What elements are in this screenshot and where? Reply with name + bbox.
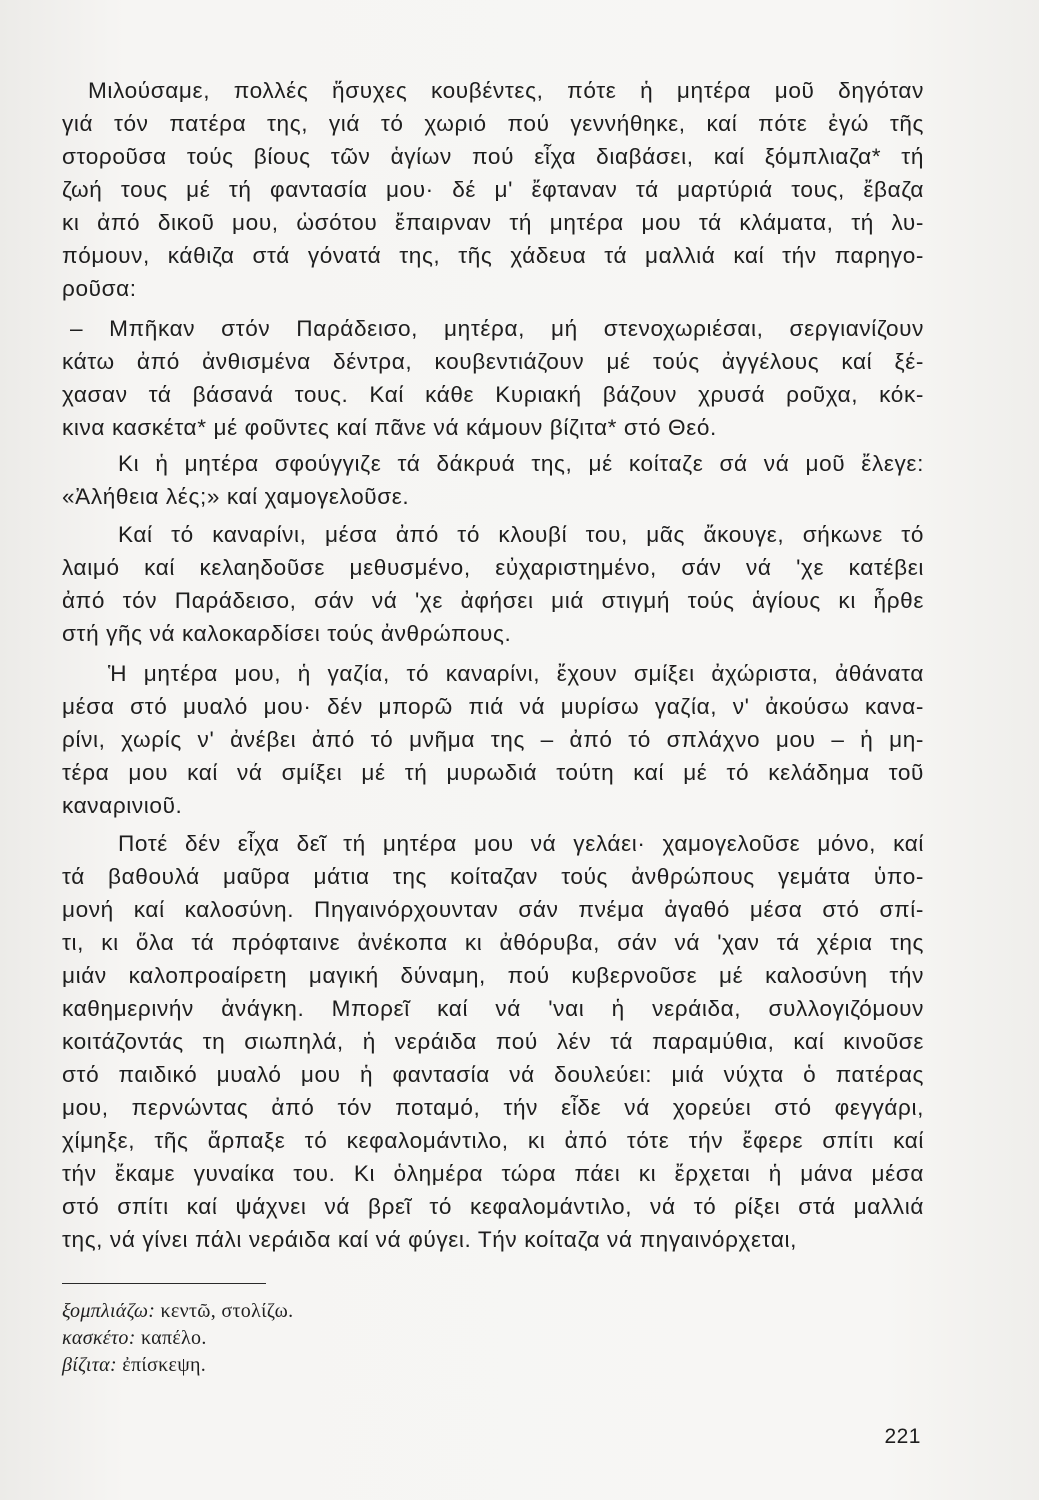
text-line-content: Ποτέ δέν εἶχα δεῖ τή μητέρα μου νά γελάει· χαμογελοῦσε μόνο, καί <box>118 831 924 856</box>
text-line <box>62 694 924 724</box>
text-line-content: Μιλούσαμε, πολλές ἥσυχες κουβέντες, πότε ἡ μητέρα μοῦ δηγόταν <box>88 78 924 103</box>
text-line-content: μέσα στό μυαλό μου· δέν μπορῶ πιά νά μυρίσω γαζία, ν' ἀκούσω κανα- <box>62 694 924 719</box>
footnote-divider <box>62 1283 266 1284</box>
text-line <box>62 864 924 894</box>
text-line <box>62 1194 924 1224</box>
text-line-content: τά βαθουλά μαῦρα μάτια της κοίταζαν τούς ἀνθρώπους γεμάτα ὑπο- <box>62 864 924 889</box>
text-line-content: – Μπῆκαν στόν Παράδεισο, μητέρα, μή στενοχωριέσαι, σεργιανίζουν <box>70 316 924 341</box>
text-line <box>62 1062 924 1092</box>
text-line <box>62 484 409 514</box>
footnotes <box>62 1298 293 1379</box>
text-line-content: μου, περνώντας ἀπό τόν ποταμό, τήν εἶδε νά χορεύει στό φεγγάρι, <box>62 1095 924 1120</box>
footnote-term: βίζιτα: <box>62 1354 117 1376</box>
text-line-content: ρίνι, χωρίς ν' ἀνέβει ἀπό τό μνῆμα της – ἀπό τό σπλάχνο μου – ἡ μη- <box>62 727 924 752</box>
footnote-term: ξομπλιάζω: <box>62 1300 156 1322</box>
text-line <box>118 522 924 552</box>
text-line-content: κοιτάζοντάς τη σιωπηλά, ἡ νεράιδα πού λέν τά παραμύθια, καί κινοῦσε <box>62 1029 924 1054</box>
text-line-content: μιάν καλοπροαίρετη μαγική δύναμη, πού κυβερνοῦσε μέ καλοσύνη τήν <box>62 963 924 988</box>
text-line <box>118 831 924 861</box>
footnote-item <box>62 1298 293 1325</box>
text-line-content: κινα κασκέτα* μέ φοῦντες καί πᾶνε νά κάμουν βίζιτα* στό Θεό. <box>62 415 717 440</box>
text-line-content: μονή καί καλοσύνη. Πηγαινόρχουνταν σάν πνέμα ἀγαθό μέσα στό σπί- <box>62 897 924 922</box>
text-line <box>118 451 924 481</box>
text-line-content: καθημερινήν ἀνάγκη. Μπορεῖ καί νά 'ναι ἡ νεράιδα, συλλογιζόμουν <box>62 996 924 1021</box>
text-line <box>62 930 924 960</box>
text-line-content: καναρινιοῦ. <box>62 793 183 818</box>
text-line <box>62 111 924 141</box>
text-line-content: στή γῆς νά καλοκαρδίσει τούς ἀνθρώπους. <box>62 621 512 646</box>
footnote-definition: ἐπίσκεψη. <box>122 1354 207 1376</box>
text-line <box>62 621 511 651</box>
text-line-content: λαιμό καί κελαηδοῦσε μεθυσμένο, εὐχαριστημένο, σάν νά 'χε κατέβει <box>62 555 924 580</box>
text-line-content: «Ἀλήθεια λές;» καί χαμογελοῦσε. <box>62 484 410 509</box>
text-line-content: γιά τόν πατέρα της, γιά τό χωριό πού γεννήθηκε, καί πότε ἐγώ τῆς <box>62 111 924 136</box>
footnote-definition: κεντῶ, στολίζω. <box>160 1300 294 1322</box>
text-line-content: ζωή τους μέ τή φαντασία μου· δέ μ' ἔφταναν τά μαρτύριά τους, ἔβαζα <box>62 177 924 202</box>
text-line <box>62 793 182 823</box>
text-line <box>62 1227 797 1257</box>
text-line-content: κι ἀπό δικοῦ μου, ὡσότου ἔπαιρναν τή μητέρα μου τά κλάματα, τή λυ- <box>62 210 924 235</box>
text-line-content: τέρα μου καί νά σμίξει μέ τή μυρωδιά τούτη καί μέ τό κελάδημα τοῦ <box>62 760 924 785</box>
text-line-content: κάτω ἀπό ἀνθισμένα δέντρα, κουβεντιάζουν μέ τούς ἀγγέλους καί ξέ- <box>62 349 924 374</box>
text-line-content: χασαν τά βάσανά τους. Καί κάθε Κυριακή βάζουν χρυσά ροῦχα, κόκ- <box>62 382 924 407</box>
text-line-content: χίμηξε, τῆς ἅρπαξε τό κεφαλομάντιλο, κι ἀπό τότε τήν ἔφερε σπίτι καί <box>62 1128 924 1153</box>
text-line <box>62 276 137 306</box>
text-line <box>62 1128 924 1158</box>
text-line-content: τήν ἔκαμε γυναίκα του. Κι ὁλημέρα τώρα πάει κι ἔρχεται ἡ μάνα μέσα <box>62 1161 924 1186</box>
text-line-content: στό σπίτι καί ψάχνει νά βρεῖ τό κεφαλομάντιλο, νά τό ρίξει στά μαλλιά <box>62 1194 924 1219</box>
text-line-content: τι, κι ὅλα τά πρόφταινε ἀνέκοπα κι ἀθόρυβα, σάν νά 'χαν τά χέρια της <box>62 930 924 955</box>
text-line <box>62 727 924 757</box>
text-line <box>62 897 924 927</box>
text-line <box>62 144 924 174</box>
footnote-item <box>62 1325 293 1352</box>
text-line-content: της, νά γίνει πάλι νεράιδα καί νά φύγει. Τήν κοίταζα νά πηγαινόρχεται, <box>62 1227 798 1252</box>
footnote-term: κασκέτο: <box>62 1327 136 1349</box>
text-line-content: πόμουν, κάθιζα στά γόνατά της, τῆς χάδευα τά μαλλιά καί τήν παρηγο- <box>62 243 924 268</box>
text-line-content: Ἡ μητέρα μου, ἡ γαζία, τό καναρίνι, ἔχουν σμίξει ἀχώριστα, ἀθάνατα <box>108 661 924 686</box>
text-line <box>62 382 924 412</box>
text-line <box>62 760 924 790</box>
text-line-content: Κι ἡ μητέρα σφούγγιζε τά δάκρυά της, μέ κοίταζε σά νά μοῦ ἔλεγε: <box>118 451 924 476</box>
text-line <box>62 177 924 207</box>
text-line <box>88 78 924 108</box>
text-line <box>62 415 717 445</box>
text-line <box>62 243 924 273</box>
text-line <box>62 555 924 585</box>
text-line-content: Καί τό καναρίνι, μέσα ἀπό τό κλουβί του, μᾶς ἄκουγε, σήκωνε τό <box>118 522 924 547</box>
text-line-content: στοροῦσα τούς βίους τῶν ἁγίων πού εἶχα διαβάσει, καί ξόμπλιαζα* τή <box>62 144 924 169</box>
text-line-content: ἀπό τόν Παράδεισο, σάν νά 'χε ἀφήσει μιά στιγμή τούς ἁγίους κι ἦρθε <box>62 588 924 613</box>
text-line-content: ροῦσα: <box>62 276 137 301</box>
text-line <box>108 661 924 691</box>
page-number: 221 <box>884 1425 921 1448</box>
text-line <box>62 349 924 379</box>
footnote-item <box>62 1352 293 1379</box>
footnote-definition: καπέλο. <box>140 1327 207 1349</box>
text-line <box>62 210 924 240</box>
text-line-content: στό παιδικό μυαλό μου ἡ φαντασία νά δουλεύει: μιά νύχτα ὁ πατέρας <box>62 1062 924 1087</box>
text-line <box>62 996 924 1026</box>
text-line <box>70 316 924 346</box>
text-line <box>62 588 924 618</box>
text-line <box>62 1029 924 1059</box>
text-line <box>62 1161 924 1191</box>
text-line <box>62 1095 924 1125</box>
text-line <box>62 963 924 993</box>
